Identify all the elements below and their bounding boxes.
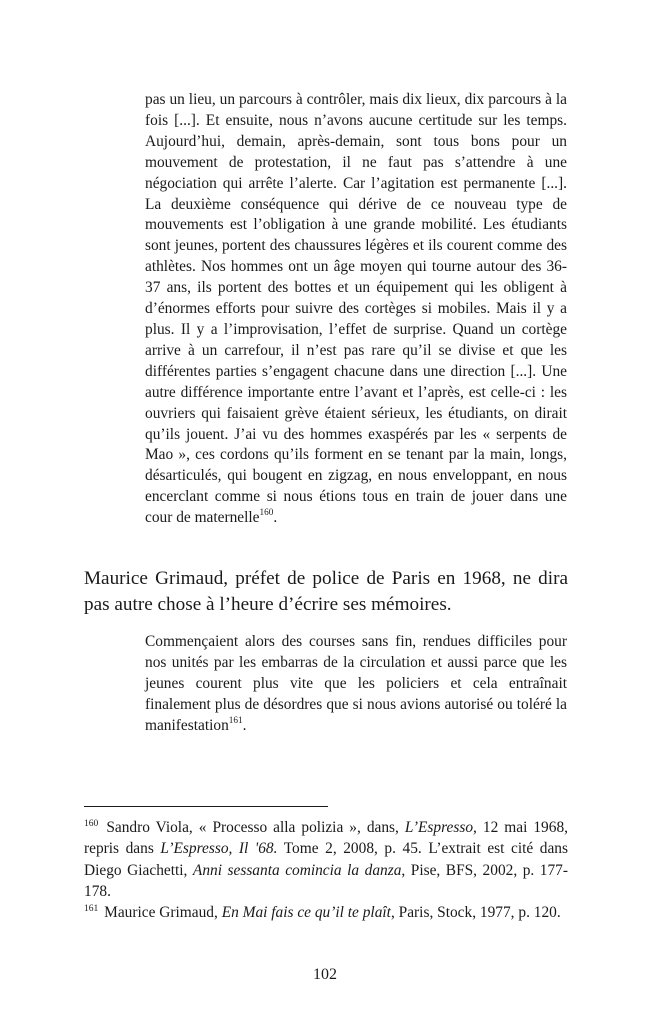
- quote-text: pas un lieu, un parcours à contrôler, mais dix lieux, dix parcours à la fois [...]. Et ensuite, nous n’avons aucune certitude sur les temps. Aujourd’hui, demain, après-demain, sont tous bons pour un mouvement de protestation, il ne faut pas s’attendre à une négociation qui arrête l’alerte. Car l’agitation est permanente [...]. La deuxième conséquence qui dérive de ce nouveau type de mouvements est l’obligation à une grande mobilité. Les étudiants sont jeunes, portent des chaussures légères et ils courent comme des athlètes. Nos hommes ont un âge moyen qui tourne autour des 36-37 ans, ils portent des bottes et un équipement qui les obligent à d’énormes efforts pour suivre des cortèges si mobiles. Mais il y a plus. Il y a l’improvisation, l’effet de surprise. Quand un cortège arrive à un carrefour, il n’est pas rare qu’il se divise et que les différentes parties s’engagent chacune dans une direction [...]. Une autre différence importante entre l’avant et l’après, est celle-ci : les ouvriers qui faisaient grève étaient sérieux, les étudiants, on dirait qu’ils jouent. J’ai vu des hommes exaspérés par les « serpents de Mao », ces cordons qu’ils forment en se tenant par la main, longs, désarticulés, qui bougent en zigzag, en nous enveloppant, en nous encerclant comme si nous étions tous en train de jouer dans une cour de maternelle: [145, 91, 567, 527]
- footnote-title: En Mai fais ce qu’il te plaît: [221, 904, 391, 922]
- footnote-text: Tome 2, 2008, p. 45. L’extrait est cité dans Diego Giachetti,: [84, 840, 568, 879]
- body-paragraph: Maurice Grimaud, préfet de police de Paris en 1968, ne dira pas autre chose à l’heure d’écrire ses mémoires.: [84, 568, 568, 615]
- footnote-number: 160: [84, 817, 99, 829]
- footnote-text: Maurice Grimaud,: [104, 904, 222, 922]
- footnote-number: 161: [84, 903, 99, 915]
- footnote-title: Anni sessanta comincia la danza: [192, 861, 402, 879]
- quote-end-punctuation: .: [242, 716, 247, 734]
- block-quote-viola: [145, 90, 567, 529]
- footnote-separator: [84, 806, 328, 807]
- footnote-text: , 12 mai 1968, repris dans: [84, 819, 568, 858]
- footnote-text: , Pise, BFS, 2002, p. 177-178.: [84, 861, 568, 900]
- quote-paragraph: [145, 632, 567, 737]
- footnote-title: L’Espresso: [404, 819, 474, 836]
- body-text: [84, 566, 568, 618]
- footnote-text: Sandro Viola, « Processo alla polizia », dans,: [106, 819, 405, 836]
- footnote-text: , Paris, Stock, 1977, p. 120.: [390, 904, 561, 922]
- page-number: 102: [313, 966, 337, 983]
- footnote-reference-160[interactable]: 160: [259, 507, 274, 518]
- quote-end-punctuation: .: [273, 509, 278, 527]
- footnote-title: L’Espresso, Il '68.: [160, 840, 278, 858]
- footnote-161: [84, 902, 568, 923]
- block-quote-grimaud: [145, 632, 567, 737]
- quote-paragraph: [145, 90, 567, 529]
- footnote-reference-161[interactable]: 161: [228, 714, 243, 725]
- footnotes: [84, 817, 568, 923]
- footnote-160: [84, 817, 568, 902]
- quote-text: Commençaient alors des courses sans fin, rendues difficiles pour nos unités par les embarras de la circulation et aussi parce que les jeunes courent plus vite que les policiers et cela entraînait finalement plus de désordres que si nous avions autorisé ou toléré la manifestation: [145, 633, 567, 734]
